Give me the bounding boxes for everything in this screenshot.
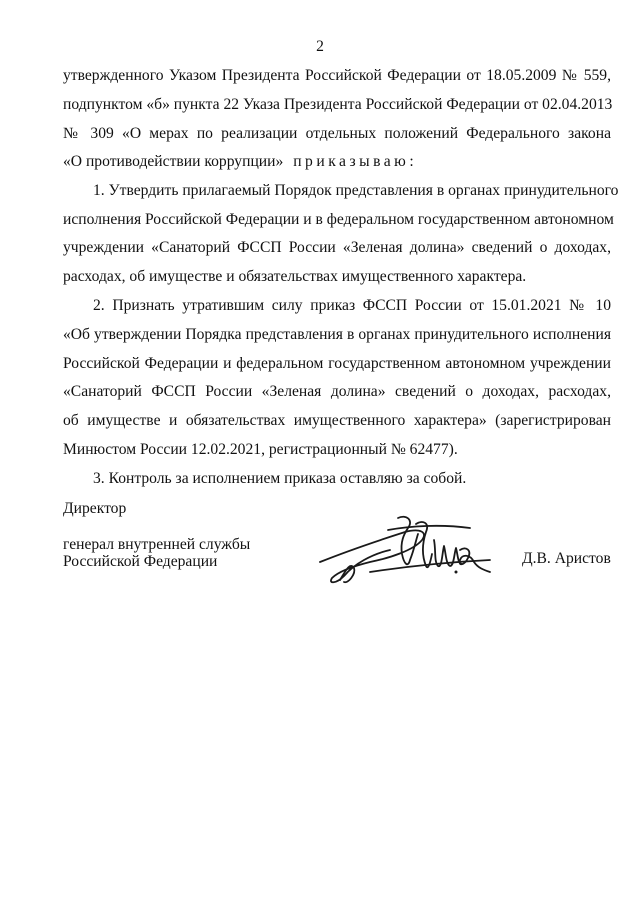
rank-line-1: генерал внутренней службы: [63, 536, 251, 553]
handwritten-signature: [310, 510, 495, 590]
item2-line-4: «Санаторий ФССП России «Зеленая долина» сведений о доходах, расходах,: [63, 383, 611, 400]
signer-name: Д.В. Аристов: [522, 550, 611, 567]
item2-line-6: Минюстом России 12.02.2021, регистрационный № 62477).: [63, 441, 458, 458]
item1-line-3: учреждении «Санаторий ФССП России «Зеленая долина» сведений о доходах,: [63, 239, 611, 256]
item2-line-2: «Об утверждении Порядка представления в органах принудительного исполнения: [63, 326, 611, 343]
item2-line-3: Российской Федерации и федеральном государственном автономном учреждении: [63, 355, 611, 372]
body-line-4-text: «О противодействии коррупции»: [63, 153, 284, 170]
body-line-2: подпунктом «б» пункта 22 Указа Президента Российской Федерации от 02.04.2013: [63, 96, 613, 113]
position-title: Директор: [63, 500, 127, 517]
item1-line-4: расходах, об имуществе и обязательствах имущественного характера.: [63, 268, 527, 285]
item1-line-1: 1. Утвердить прилагаемый Порядок представления в органах принудительного: [93, 182, 619, 199]
page-number: 2: [316, 38, 324, 55]
body-line-3: № 309 «О мерах по реализации отдельных положений Федерального закона: [63, 125, 611, 142]
item2-line-5: об имуществе и обязательствах имущественного характера» (зарегистрирован: [63, 412, 611, 429]
body-line-4: [63, 152, 611, 172]
item1-line-2: исполнения Российской Федерации и в федеральном государственном автономном: [63, 211, 614, 228]
order-word: приказываю:: [293, 153, 418, 170]
item3-line-1: 3. Контроль за исполнением приказа оставляю за собой.: [93, 470, 467, 487]
rank-line-2: Российской Федерации: [63, 553, 218, 570]
item2-line-1: 2. Признать утратившим силу приказ ФССП России от 15.01.2021 № 10: [93, 297, 611, 314]
body-line-1: утвержденного Указом Президента Российской Федерации от 18.05.2009 № 559,: [63, 67, 611, 84]
